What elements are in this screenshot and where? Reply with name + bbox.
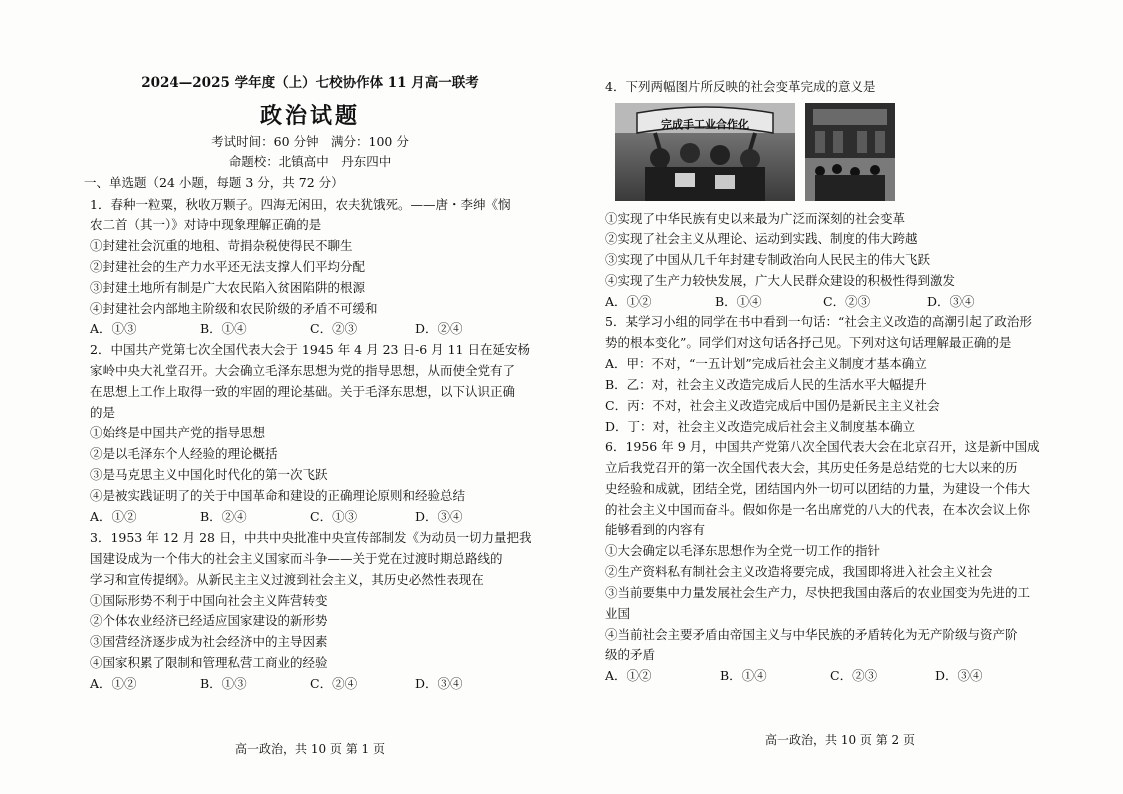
q2-item-4: ④是被实践证明了的关于中国革命和建设的正确理论原则和经验总结 [90, 488, 466, 503]
q4-choice-b: B．①④ [715, 294, 762, 309]
page-title: 政治试题 [259, 103, 360, 129]
q1-choice-b: B．①④ [200, 321, 247, 336]
q3-choice-d: D．③④ [415, 676, 463, 691]
q4-item-2: ②实现了社会主义从理论、运动到实践、制度的伟大跨越 [605, 231, 918, 246]
q5-choice-b: B．乙：对，社会主义改造完成后人民的生活水平大幅提升 [605, 377, 927, 392]
q1-item-3: ③封建土地所有制是广大农民陷入贫困陷阱的根源 [90, 280, 366, 295]
q2-item-3: ③是马克思主义中国化时代化的第一次飞跃 [90, 467, 328, 482]
q5-stem-2: 势的根本变化”。同学们对这句话各抒己见。下列对这句话理解最正确的是 [605, 335, 1012, 350]
q1-choice-d: D．②④ [415, 321, 463, 336]
q5-choice-a: A．甲：不对，“一五计划”完成后社会主义制度才基本确立 [605, 356, 927, 371]
q6-choice-b: B．①④ [720, 668, 767, 683]
q4-item-1: ①实现了中华民族有史以来最为广泛而深刻的社会变革 [605, 211, 906, 226]
q3-stem-1: 3．1953 年 12 月 28 日，中共中央批准中央宣传部制发《为动员一切力量把我 [90, 530, 532, 545]
q3-stem-2: 国建设成为一个伟大的社会主义国家而斗争——关于党在过渡时期总路线的 [90, 551, 503, 566]
q1-stem-1: 1．春种一粒粟，秋收万颗子。四海无闲田，农夫犹饿死。——唐・李绅《悯 [90, 197, 511, 212]
q5-stem-1: 5．某学习小组的同学在书中看到一句话：“社会主义改造的高潮引起了政治形 [605, 314, 1032, 329]
q3-stem-3: 学习和宣传提纲》。从新民主主义过渡到社会主义，其历史必然性表现在 [90, 572, 484, 587]
q2-item-2: ②是以毛泽东个人经验的理论概括 [90, 446, 278, 461]
page-footer-1: 高一政治，共 10 页 第 1 页 [235, 742, 385, 756]
q6-stem-1: 6．1956 年 9 月，中国共产党第八次全国代表大会在北京召开，这是新中国成 [605, 439, 1040, 454]
q6-item-3: ③当前要集中力量发展社会生产力，尽快把我国由落后的农业国变为先进的工 [605, 585, 1031, 600]
q4-item-4: ④实现了生产力较快发展，广大人民群众建设的积极性得到激发 [605, 273, 956, 288]
q2-choice-b: B．②④ [200, 509, 247, 524]
q3-item-3: ③国营经济逐步成为社会经济中的主导因素 [90, 634, 328, 649]
q4-choice-c: C．②③ [823, 294, 871, 309]
q4-choice-d: D．③④ [927, 294, 975, 309]
q5-choice-d: D．丁：对，社会主义改造完成后社会主义制度基本确立 [605, 419, 916, 434]
q6-choice-a: A．①② [605, 668, 652, 683]
q6-stem-5: 能够看到的内容有 [605, 522, 706, 537]
q3-item-1: ①国际形势不利于中国向社会主义阵营转变 [90, 593, 328, 608]
q6-item-2: ②生产资料私有制社会主义改造将要完成，我国即将进入社会主义社会 [605, 564, 993, 579]
q2-stem-3: 在思想上工作上取得一致的牢固的理论基础。关于毛泽东思想，以下认识正确 [90, 384, 516, 399]
q1-choice-a: A．①③ [90, 321, 137, 336]
q5-choice-c: C．丙：不对，社会主义改造完成后中国仍是新民主主义社会 [605, 398, 940, 413]
q2-choice-c: C．①③ [310, 509, 358, 524]
q3-choice-a: A．①② [90, 676, 137, 691]
exam-info: 考试时间：60 分钟 满分：100 分 [211, 134, 409, 149]
q1-stem-2: 农二首（其一）》对诗中现象理解正确的是 [90, 217, 322, 232]
q6-item-4-cont: 级的矛盾 [605, 647, 656, 662]
q3-choice-b: B．①③ [200, 676, 247, 691]
q2-stem-2: 家岭中央大礼堂召开。大会确立毛泽东思想为党的指导思想，从而使全党有了 [90, 363, 516, 378]
q6-choice-d: D．③④ [935, 668, 983, 683]
q3-choice-c: C．②④ [310, 676, 358, 691]
q4-stem: 4．下列两幅图片所反映的社会变革完成的意义是 [605, 79, 876, 94]
q3-item-4: ④国家积累了限制和管理私营工商业的经验 [90, 655, 328, 670]
q2-stem-1: 2．中国共产党第七次全国代表大会于 1945 年 4 月 23 日-6 月 11 日在延安杨 [90, 342, 530, 357]
q6-choice-c: C．②③ [830, 668, 878, 683]
q6-stem-4: 的社会主义中国而奋斗。假如你是一名出席党的八大的代表，在本次会议上你 [605, 502, 1031, 517]
page-footer-2: 高一政治，共 10 页 第 2 页 [765, 733, 915, 747]
section-heading: 一、单选题（24 小题，每题 3 分，共 72 分） [84, 175, 344, 190]
q6-item-4: ④当前社会主要矛盾由帝国主义与中华民族的矛盾转化为无产阶级与资产阶 [605, 627, 1018, 642]
q4-item-3: ③实现了中国从几千年封建专制政治向人民民主的伟大飞跃 [605, 252, 931, 267]
q6-item-1: ①大会确定以毛泽东思想作为全党一切工作的指针 [605, 543, 881, 558]
q2-choice-a: A．①② [90, 509, 137, 524]
school-info: 命题校：北镇高中 丹东四中 [228, 154, 392, 169]
q1-choice-c: C．②③ [310, 321, 358, 336]
q1-item-1: ①封建社会沉重的地租、苛捐杂税使得民不聊生 [90, 238, 353, 253]
q6-stem-2: 立后我党召开的第一次全国代表大会，其历史任务是总结党的七大以来的历 [605, 460, 1018, 475]
q1-item-2: ②封建社会的生产力水平还无法支撑人们平均分配 [90, 259, 366, 274]
q6-stem-3: 史经验和成就，团结全党，团结国内外一切可以团结的力量，为建设一个伟大 [605, 481, 1031, 496]
q4-choice-a: A．①② [605, 294, 652, 309]
q2-stem-4: 的是 [90, 405, 116, 420]
exam-header: 2024—2025 学年度（上）七校协作体 11 月高一联考 [141, 75, 479, 91]
q1-item-4: ④封建社会内部地主阶级和农民阶级的矛盾不可缓和 [90, 301, 378, 316]
banner-text: 完成手工业合作化 [661, 118, 749, 131]
q6-item-3-cont: 业国 [605, 606, 631, 621]
street-crowd-photo [805, 103, 895, 201]
q2-choice-d: D．③④ [415, 509, 463, 524]
q3-item-2: ②个体农业经济已经适应国家建设的新形势 [90, 613, 328, 628]
q2-item-1: ①始终是中国共产党的指导思想 [90, 425, 266, 440]
handicraft-cooperative-photo [615, 103, 795, 201]
